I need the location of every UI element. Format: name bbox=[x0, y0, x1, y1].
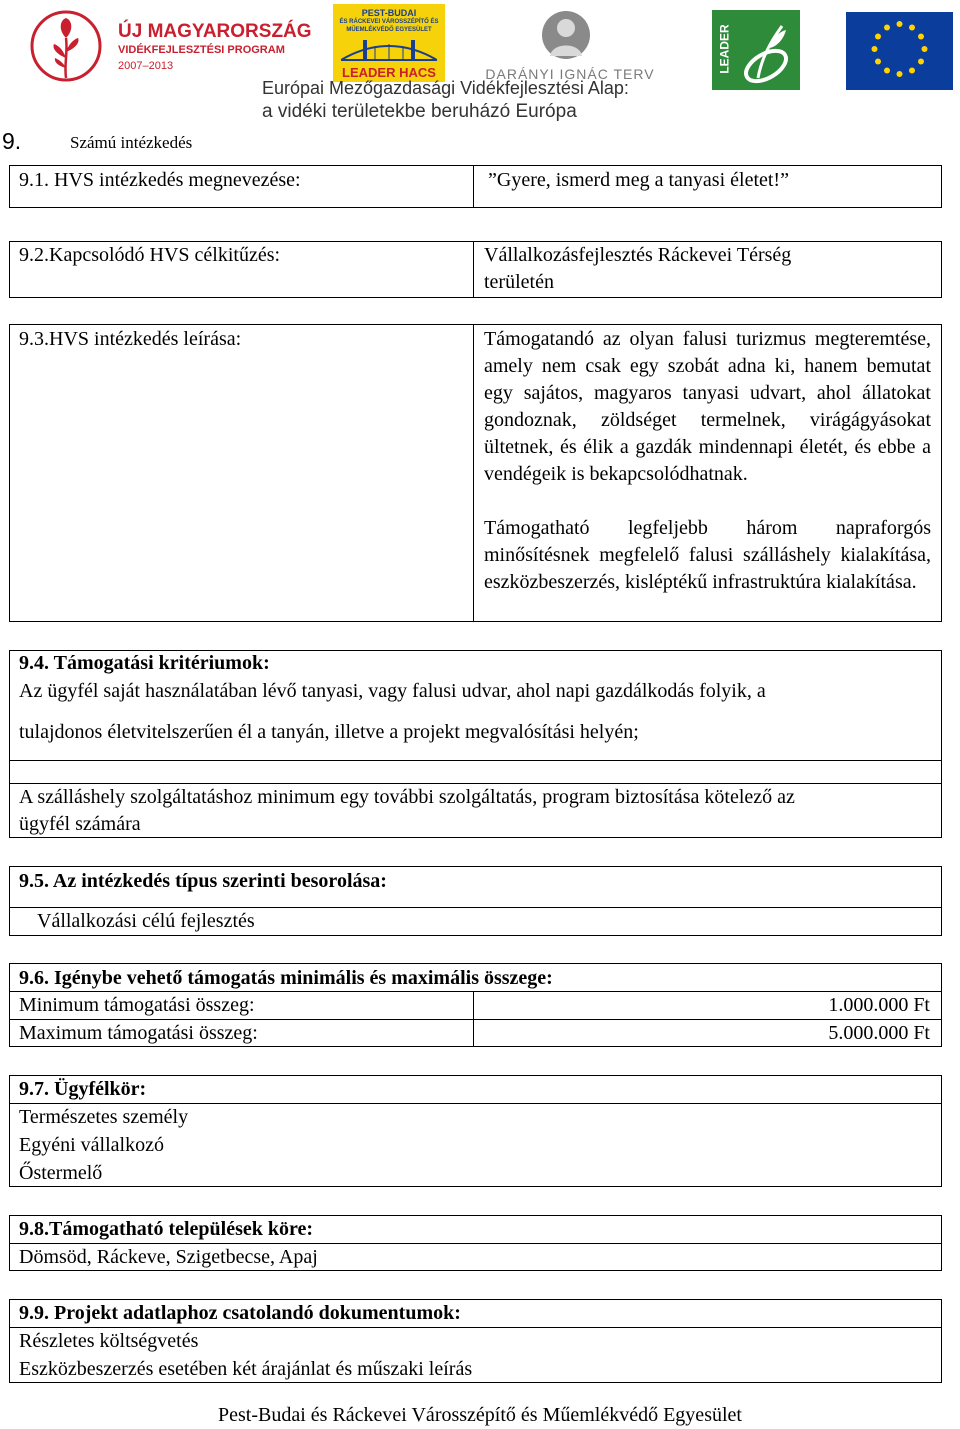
s94-criterion2-line1: A szálláshely szolgáltatáshoz minimum egy további szolgáltatás, program biztosítása kötelező az bbox=[19, 786, 795, 808]
leader-label: LEADER bbox=[717, 24, 732, 74]
s96-min-label: Minimum támogatási összeg: bbox=[19, 994, 255, 1016]
uj-title: ÚJ MAGYARORSZÁG bbox=[118, 21, 312, 42]
s99-item: Eszközbeszerzés esetében két árajánlat és műszaki leírás bbox=[19, 1358, 473, 1380]
s96-min-value: 1.000.000 Ft bbox=[828, 994, 930, 1016]
s97-label: 9.7. Ügyfélkör: bbox=[19, 1078, 147, 1100]
s97-item: Őstermelő bbox=[19, 1162, 103, 1184]
portrait-icon bbox=[542, 8, 590, 62]
logo-leader-hacs bbox=[333, 4, 445, 82]
s97-box bbox=[9, 1075, 942, 1187]
s95-label: 9.5. Az intézkedés típus szerinti besorolása: bbox=[19, 870, 387, 892]
logo-eu-flag bbox=[846, 12, 953, 90]
s98-value: Dömsöd, Ráckeve, Szigetbecse, Apaj bbox=[19, 1246, 318, 1268]
eu-stars-icon bbox=[846, 12, 953, 90]
s99-label: 9.9. Projekt adatlaphoz csatolandó dokumentumok: bbox=[19, 1302, 461, 1324]
s91-value: ”Gyere, ismerd meg a tanyasi életet!” bbox=[488, 169, 789, 191]
s97-item: Egyéni vállalkozó bbox=[19, 1134, 164, 1156]
section-number: 9. bbox=[2, 128, 22, 154]
logo-leader bbox=[712, 10, 800, 90]
s97-item: Természetes személy bbox=[19, 1106, 189, 1128]
section-label: Számú intézkedés bbox=[70, 133, 193, 152]
s96-label: 9.6. Igénybe vehető támogatás minimális és maximális összege: bbox=[19, 967, 553, 989]
s94-criterion2-line2: ügyfél számára bbox=[19, 813, 141, 835]
s92-value-line2: területén bbox=[484, 271, 554, 293]
s96-max-value: 5.000.000 Ft bbox=[828, 1022, 930, 1044]
s94-criterion1-line1: Az ügyfél saját használatában lévő tanyasi, vagy falusi udvar, ahol napi gazdálkodás folyik, a bbox=[19, 680, 766, 702]
eafrd-line1: Európai Mezőgazdasági Vidékfejlesztési Alap: bbox=[262, 78, 629, 98]
s92-value-line1: Vállalkozásfejlesztés Ráckevei Térség bbox=[484, 244, 792, 266]
s99-item: Részletes költségvetés bbox=[19, 1330, 199, 1352]
logo-uj-magyarorszag bbox=[25, 8, 312, 88]
s93-label: 9.3.HVS intézkedés leírása: bbox=[19, 328, 242, 350]
daranyi-label: DARÁNYI IGNÁC TERV bbox=[485, 66, 655, 82]
s96-max-label: Maximum támogatási összeg: bbox=[19, 1022, 258, 1044]
s93-paragraph2: Támogatható legfeljebb három napraforgós minősítésnek megfelelő falusi szálláshely kialakítása, eszközbeszerzés, kisléptékű infrastruktúra kialakítása. bbox=[484, 517, 931, 593]
s94-criterion1-line2: tulajdonos életvitelszerűen él a tanyán, illetve a projekt megvalósítási helyén; bbox=[19, 721, 639, 743]
hacs-line1: PEST-BUDAI bbox=[361, 8, 417, 18]
leader-plant-icon bbox=[736, 16, 796, 86]
uj-subtitle: VIDÉKFEJLESZTÉSI PROGRAM bbox=[118, 44, 285, 56]
s92-label: 9.2.Kapcsolódó HVS célkitűzés: bbox=[19, 244, 281, 266]
hacs-line2: ÉS RÁCKEVEI VÁROSSZÉPÍTŐ ÉS bbox=[339, 19, 439, 25]
hacs-line3: MŰEMLÉKVÉDŐ EGYESÜLET bbox=[346, 27, 432, 33]
uj-magyarorszag-emblem bbox=[30, 8, 102, 88]
hacs-label: LEADER HACS bbox=[342, 65, 436, 80]
s95-value: Vállalkozási célú fejlesztés bbox=[37, 910, 255, 932]
footer-text: Pest-Budai és Ráckevei Városszépítő és Műemlékvédő Egyesület bbox=[218, 1404, 742, 1426]
uj-years: 2007–2013 bbox=[118, 60, 174, 72]
logo-daranyi bbox=[480, 8, 660, 84]
s91-label: 9.1. HVS intézkedés megnevezése: bbox=[19, 169, 301, 191]
bridge-icon bbox=[341, 36, 437, 64]
s94-label: 9.4. Támogatási kritériumok: bbox=[19, 652, 270, 674]
s98-label: 9.8.Támogatható települések köre: bbox=[19, 1218, 314, 1240]
eafrd-line2: a vidéki területekbe beruházó Európa bbox=[262, 101, 577, 122]
s93-paragraph1: Támogatandó az olyan falusi turizmus megteremtése, amely nem csak egy szobát adna ki, hanem bemutat egy sajátos, magyaros tanyasi udvart, ahol állatokat gondoznak, zöldséget termelnek, virágágyásokat ültetnek, és élik a gazdák mindennapi életét, és ebbe a vendégeik is bekapcsolódhatnak. bbox=[484, 328, 931, 485]
